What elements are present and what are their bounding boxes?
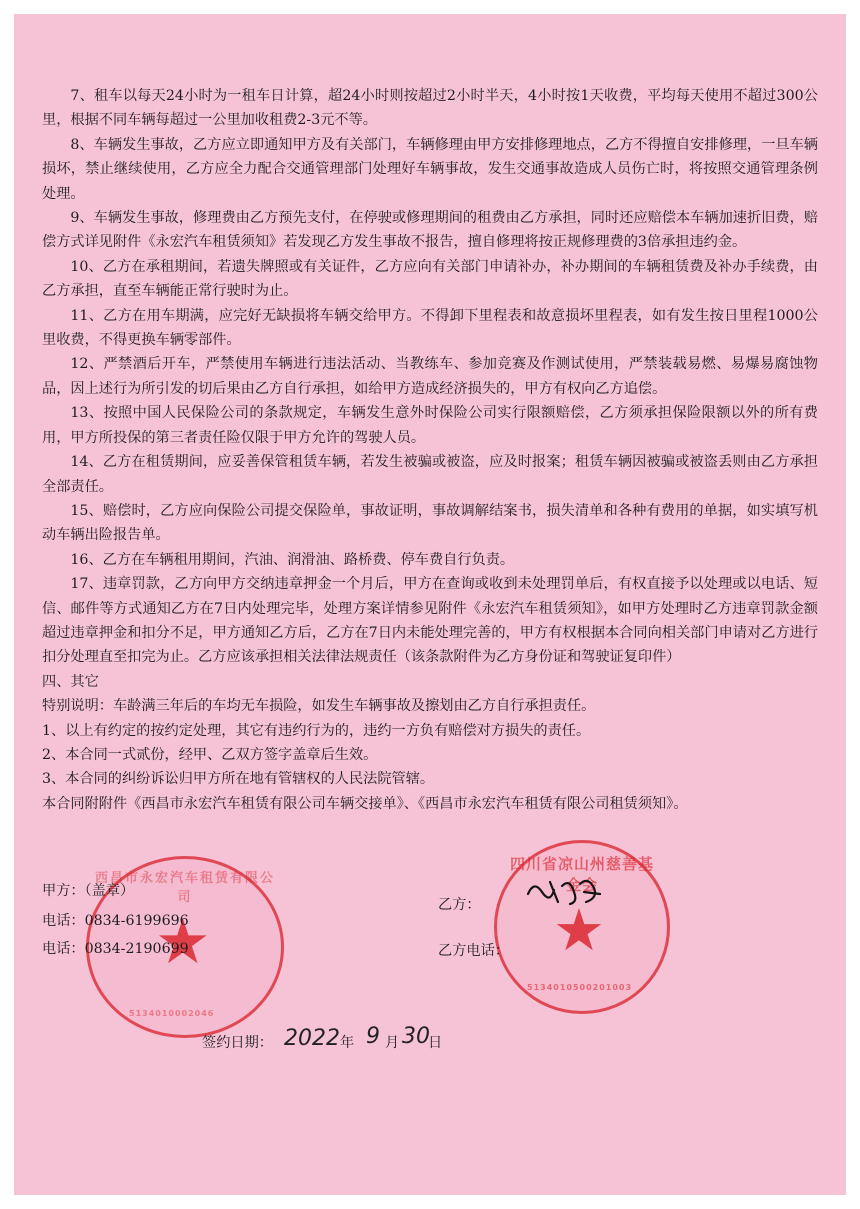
seal-ring-text: 四川省凉山州慈善基金会 xyxy=(509,855,654,894)
seal-code: 5134010500201003 xyxy=(527,983,633,992)
sign-date-year-unit: 年 xyxy=(340,1035,355,1051)
other-item-2: 2、本合同一式贰份，经甲、乙双方签字盖章后生效。 xyxy=(42,746,378,763)
sign-date-month: 9 xyxy=(366,1024,380,1049)
attachments-note: 本合同附附件《西昌市永宏汽车租赁有限公司车辆交接单》、《西昌市永宏汽车租赁有限公司租赁须知》。 xyxy=(42,795,688,812)
other-item-3: 3、本合同的纠纷诉讼归甲方所在地有管辖权的人民法院管辖。 xyxy=(42,771,435,788)
clause-12: 12、严禁酒后开车，严禁使用车辆进行违法活动、当教练车、参加竞赛及作测试使用，严禁装载易燃、易爆易腐蚀物品，因上述行为所引发的切后果由乙方自行承担，如给甲方造成经济损失的，甲方有权向乙方追偿。 xyxy=(42,356,818,397)
sign-date-label: 签约日期： xyxy=(202,1035,273,1051)
clause-16: 16、乙方在车辆租用期间，汽油、润滑油、路桥费、停车费自行负责。 xyxy=(70,551,515,568)
handwritten-signature xyxy=(524,872,604,912)
clause-9: 9、车辆发生事故，修理费由乙方预先支付，在停驶或修理期间的租费由乙方承担，同时还应赔偿本车辆加速折旧费，赔偿方式详见附件《永宏汽车租赁须知》若发现乙方发生事故不报告，擅自修理将按正规修理费的3倍承担违约金。 xyxy=(42,210,818,251)
other-item-1: 1、以上有约定的按约定处理，其它有违约行为的，违约一方负有赔偿对方损失的责任。 xyxy=(42,722,591,739)
party-a-phone-2: 电话：0834-2190699 xyxy=(42,941,189,957)
party-a-label: 甲方：（盖章） xyxy=(42,883,135,899)
section-title-other: 四、其它 xyxy=(42,673,99,690)
document-page xyxy=(14,14,846,1195)
clause-13: 13、按照中国人民保险公司的条款规定，车辆发生意外时保险公司实行限额赔偿，乙方须承担保险限额以外的所有费用，甲方所投保的第三者责任险仅限于甲方允许的驾驶人员。 xyxy=(42,405,818,446)
sign-date-day-unit: 日 xyxy=(428,1035,443,1051)
clause-7: 7、租车以每天24小时为一租车日计算，超24小时则按超过2小时半天，4小时按1天收费，平均每天使用不超过300公里，根据不同车辆每超过一公里加收租费2-3元不等。 xyxy=(42,88,818,129)
party-b-label: 乙方： xyxy=(438,897,481,913)
special-note: 特别说明：车龄满三年后的车均无车损险，如发生车辆事故及擦划由乙方自行承担责任。 xyxy=(42,698,596,715)
party-a-phone-1: 电话：0834-6199696 xyxy=(42,913,189,929)
party-b-phone: 乙方电话： xyxy=(438,943,509,959)
sign-date-year: 2022 xyxy=(284,1026,340,1051)
clause-8: 8、车辆发生事故，乙方应立即通知甲方及有关部门，车辆修理由甲方安排修理地点，乙方不得擅自安排修理，一旦车辆损坏，禁止继续使用，乙方应全力配合交通管理部门处理好车辆事故，发生交通事故造成人员伤亡时，将按照交通管理条例处理。 xyxy=(42,136,818,202)
sign-date-month-unit: 月 xyxy=(385,1035,400,1051)
sign-date-day: 30 xyxy=(402,1024,430,1049)
seal-ring-text: 西昌市永宏汽车租赁有限公司 xyxy=(95,871,276,905)
seal-code: 5134010002046 xyxy=(129,1009,215,1018)
clause-10: 10、乙方在承租期间，若遗失牌照或有关证件，乙方应向有关部门申请补办，补办期间的车辆租赁费及补办手续费，由乙方承担，直至车辆能正常行驶时为止。 xyxy=(42,258,818,300)
clause-15: 15、赔偿时，乙方应向保险公司提交保险单，事故证明，事故调解结案书，损失清单和各种有费用的单据，如实填写机动车辆出险报告单。 xyxy=(42,502,818,544)
star-icon: ★ xyxy=(155,905,211,978)
foundation-seal-stamp xyxy=(494,840,670,1014)
clause-14: 14、乙方在租赁期间，应妥善保管租赁车辆，若发生被骗或被盗，应及时报案；租赁车辆因被骗或被盗丢则由乙方承担全部责任。 xyxy=(42,454,818,495)
clause-17: 17、违章罚款，乙方向甲方交纳违章押金一个月后，甲方在查询或收到未处理罚单后，有权直接予以处理或以电话、短信、邮件等方式通知乙方在7日内处理完毕，处理方案详情参见附件《永宏汽车租赁须知》，如甲方处理时乙方违章罚款金额超过违章押金和扣分不足，甲方通知乙方后，乙方在7日内未能处理完善的，甲方有权根据本合同向相关部门申请对乙方进行扣分处理直至扣完为止。乙方应该承担相关法律法规责任（该条款附件为乙方身份证和驾驶证复印件） xyxy=(42,576,818,666)
contract-body xyxy=(42,84,818,816)
clause-11: 11、乙方在用车期满，应完好无缺损将车辆交给甲方。不得卸下里程表和故意损坏里程表，如有发生按日里程1000公里收费，不得更换车辆零部件。 xyxy=(42,307,818,349)
star-icon: ★ xyxy=(553,896,605,964)
